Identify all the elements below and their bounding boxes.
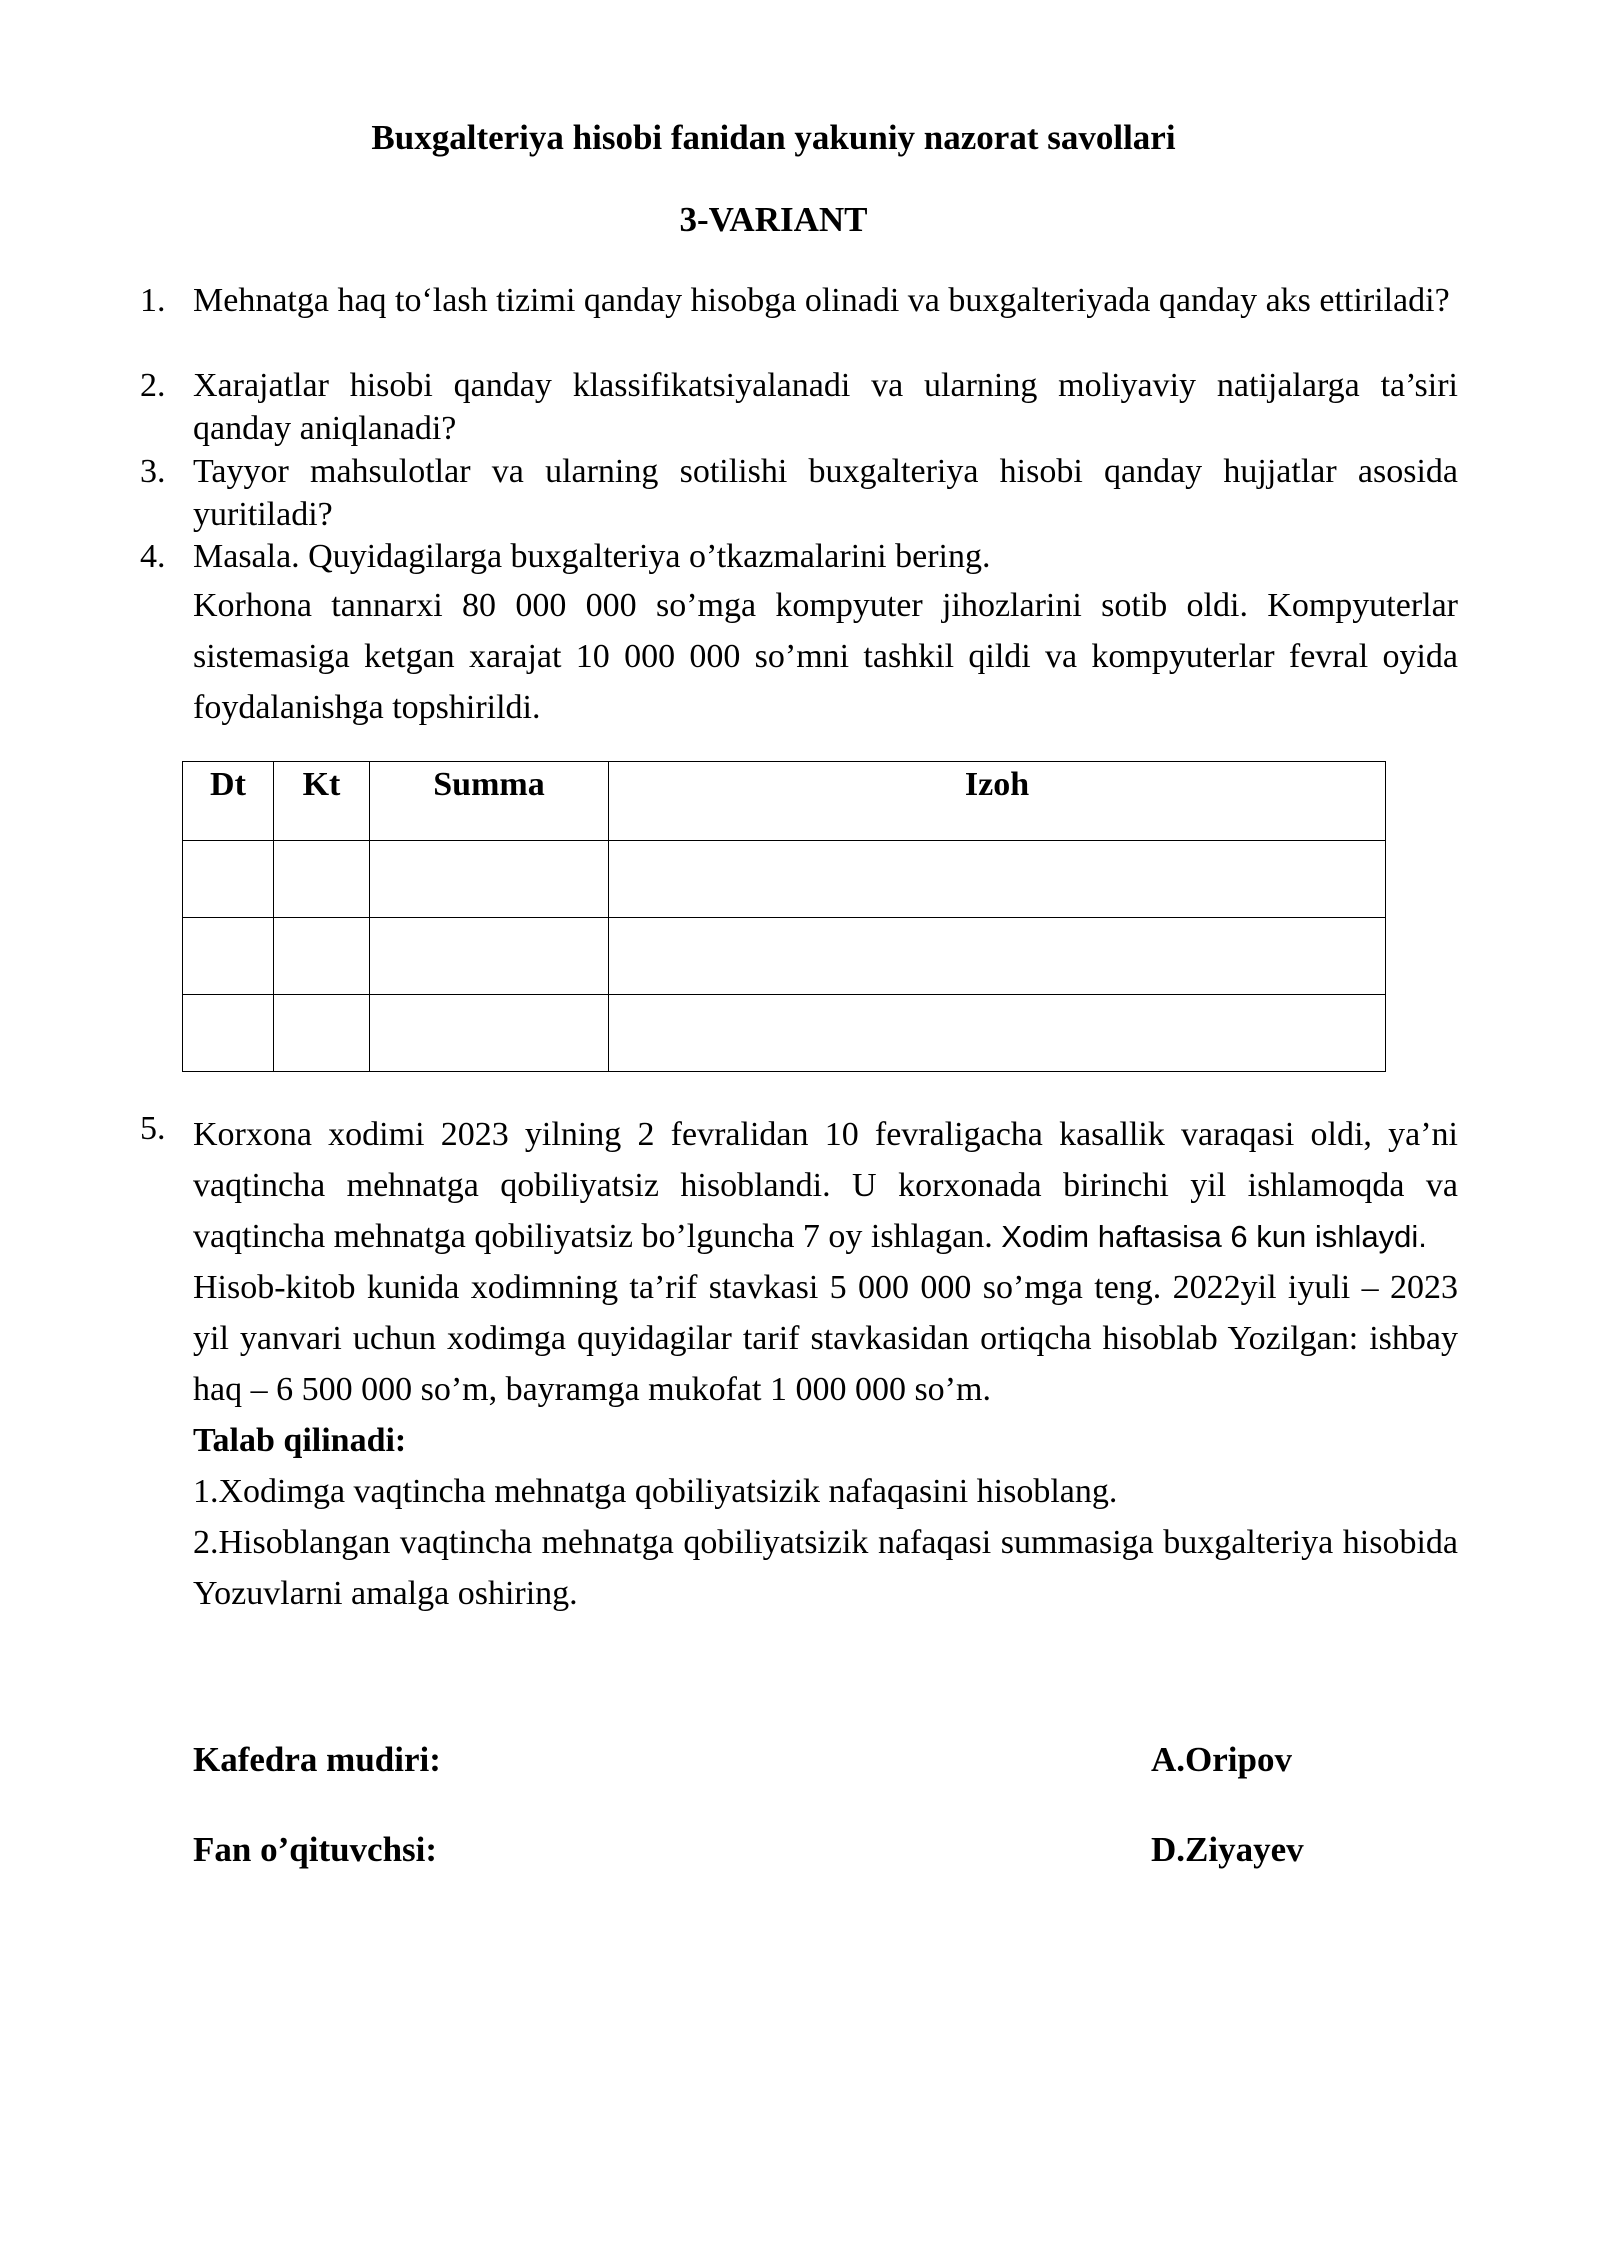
task-description: Korhona tannarxi 80 000 000 so’mga kompyuter jihozlarini sotib oldi. Kompyuterlar sistemasiga ketgan xarajat 10 000 000 so’mni tashkil qildi va kompyuterlar fevral oyida foydalanishga topshirildi. [193,587,1458,726]
question-2 [140,364,1458,450]
question-number: 4. [140,538,166,575]
table-header-row [183,762,1386,841]
teacher-name: D.Ziyayev [1151,1830,1304,1869]
question-text: Xarajatlar hisobi qanday klassifikatsiyalanadi va ularning moliyaviy natijalarga ta’siri qanday aniqlanadi? [193,367,1458,447]
question-5-note: Xodim haftasisa 6 kun ishlaydi. [1001,1219,1427,1254]
column-header-izoh: Izoh [609,762,1386,841]
required-label: Talab qilinadi: [193,1422,407,1459]
question-number: 3. [140,453,166,490]
requirement-1: 1.Xodimga vaqtincha mehnatga qobiliyatsizik nafaqasini hisoblang. [193,1473,1118,1510]
table-cell [609,918,1386,995]
table-cell [274,918,370,995]
table-cell [183,841,274,918]
journal-entry-table [182,761,1386,1072]
question-3 [140,450,1458,536]
question-text: Masala. Quyidagilarga buxgalteriya o’tkazmalarini bering. [193,538,991,575]
column-header-dt: Dt [183,762,274,841]
question-number: 1. [140,282,166,319]
question-number: 2. [140,367,166,404]
question-5-paragraph-2: Hisob-kitob kunida xodimning ta’rif stavkasi 5 000 000 so’mga teng. 2022yil iyuli – 2023 yil yanvari uchun xodimga quyidagilar tarif stavkasidan ortiqcha hisoblab Yozilgan: ishbay haq – 6 500 000 so’m, bayramga mukofat 1 000 000 so’m. [193,1269,1458,1408]
head-of-department-label: Kafedra mudiri: [193,1740,441,1779]
table-cell [274,841,370,918]
table-cell [609,995,1386,1072]
table-row [183,995,1386,1072]
table-row [183,918,1386,995]
question-number: 5. [140,1110,166,1147]
table-cell [609,841,1386,918]
requirement-2: 2.Hisoblangan vaqtincha mehnatga qobiliyatsizik nafaqasi summasiga buxgalteriya hisobida Yozuvlarni amalga oshiring. [193,1524,1458,1612]
table-cell [370,995,609,1072]
head-of-department-name: A.Oripov [1151,1740,1292,1779]
table-cell [183,995,274,1072]
table-cell [183,918,274,995]
question-5-text: Korxona xodimi 2023 yilning 2 fevralidan 10 fevraligacha kasallik varaqasi oldi, ya’ni vaqtincha mehnatga qobiliyatsiz hisoblandi. U korxonada birinchi yil ishlamoqda va vaqtincha mehnatga qobiliyatsiz bo’lguncha 7 oy ishlagan. [193,1116,1458,1255]
question-1 [140,279,1458,322]
table-cell [370,841,609,918]
column-header-kt: Kt [274,762,370,841]
table-cell [274,995,370,1072]
question-text: Tayyor mahsulotlar va ularning sotilishi buxgalteriya hisobi qanday hujjatlar asosida yuritiladi? [193,453,1458,533]
question-4 [140,535,1458,733]
variant-heading: 3-VARIANT [679,200,868,239]
table-row [183,841,1386,918]
question-text: Mehnatga haq to‘lash tizimi qanday hisobga olinadi va buxgalteriyada qanday aks ettiriladi? [193,282,1450,319]
column-header-summa: Summa [370,762,609,841]
teacher-label: Fan o’qituvchsi: [193,1830,438,1869]
document-title: Buxgalteriya hisobi fanidan yakuniy nazorat savollari [371,118,1176,157]
table-cell [370,918,609,995]
question-5 [140,1107,1458,1619]
question-5-paragraph-1 [193,1109,1458,1262]
